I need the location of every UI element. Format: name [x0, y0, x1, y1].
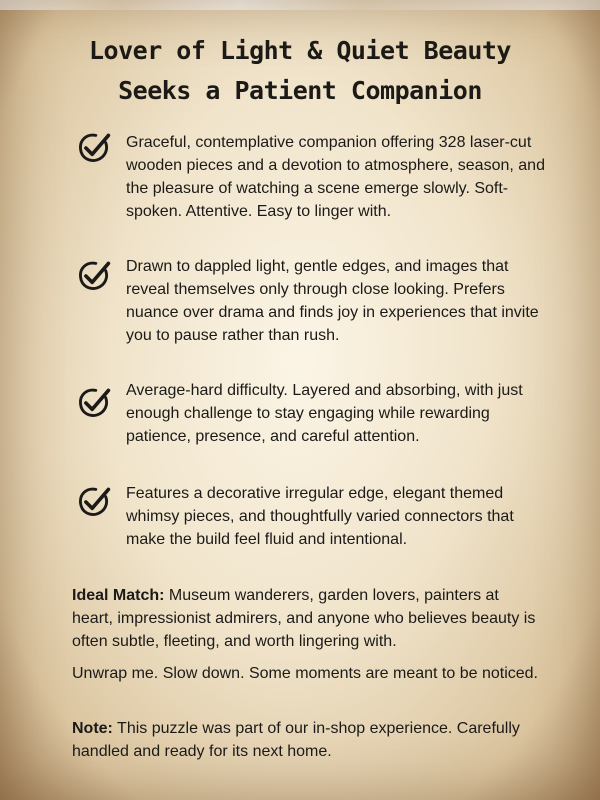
- torn-top-edge: [0, 0, 600, 10]
- note-label: Note:: [72, 720, 113, 737]
- ideal-match-text: Museum wanderers, garden lovers, painters at heart, impressionist admirers, and anyone who believes beauty is often subtle, fleeting, and worth lingering with.: [72, 587, 536, 650]
- checkmark-circle-icon: [76, 258, 112, 294]
- ideal-match-label: Ideal Match:: [72, 587, 165, 604]
- feature-text: Drawn to dappled light, gentle edges, and images that reveal themselves only through close looking. Prefers nuance over drama and finds joy in experiences that invite you to pause rather than rush.: [126, 258, 539, 344]
- checkmark-circle-icon: [76, 385, 112, 421]
- checkmark-circle-icon: [76, 130, 112, 166]
- checkmark-circle-icon: [76, 484, 112, 520]
- feature-text: Features a decorative irregular edge, elegant themed whimsy pieces, and thoughtfully varied connectors that make the build feel fluid and intentional.: [126, 485, 514, 548]
- feature-text: Graceful, contemplative companion offering 328 laser-cut wooden pieces and a devotion to atmosphere, season, and the pleasure of watching a scene emerge slowly. Soft-spoken. Attentive. Easy to linger with.: [126, 134, 545, 220]
- page-title-line-2: Seeks a Patient Companion: [118, 76, 482, 105]
- page-title-line-1: Lover of Light & Quiet Beauty: [89, 36, 511, 65]
- note-paragraph: [72, 717, 542, 763]
- closing-paragraph: Unwrap me. Slow down. Some moments are meant to be noticed.: [72, 665, 538, 682]
- feature-text: Average-hard difficulty. Layered and absorbing, with just enough challenge to stay engaging while rewarding patience, presence, and careful attention.: [126, 382, 523, 445]
- ideal-match-paragraph: [72, 584, 542, 653]
- note-text: This puzzle was part of our in-shop experience. Carefully handled and ready for its next home.: [72, 720, 520, 760]
